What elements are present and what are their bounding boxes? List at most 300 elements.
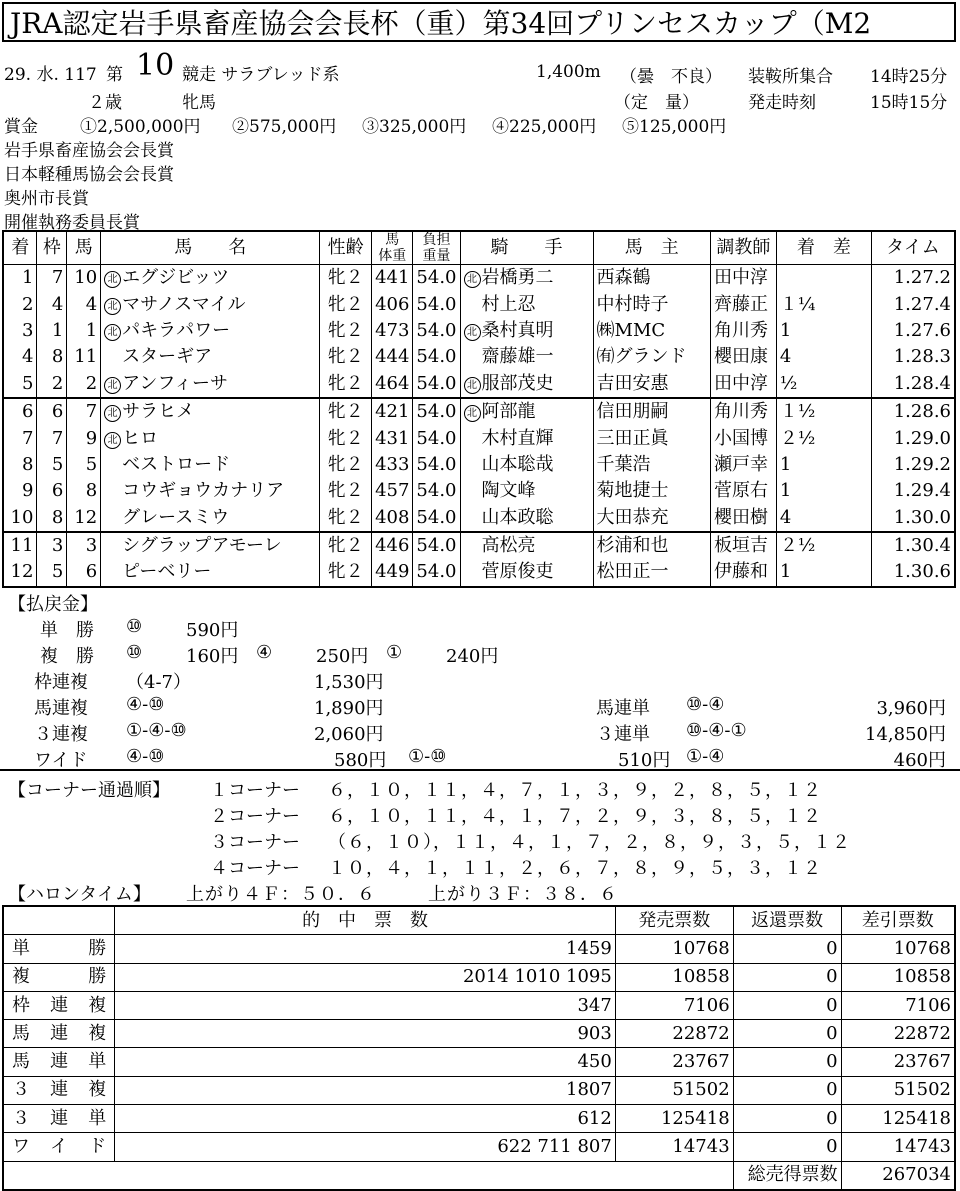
fukusho-label: 複 勝 [40, 646, 94, 667]
frame-cell: 1 [37, 318, 67, 344]
sold-cell: 51502 [615, 1076, 733, 1104]
sold-cell: 7106 [615, 991, 733, 1019]
owner-cell: 大田恭充 [593, 505, 710, 532]
trainer-cell: 田中淳 [710, 265, 776, 292]
race-age: ２歳 [88, 93, 122, 113]
wide-combo-2: ①-⑩ [408, 746, 447, 767]
jockey-cell [460, 398, 593, 425]
margin-cell: １¼ [776, 291, 871, 317]
sexage-cell: 牝２ [320, 291, 372, 317]
num-cell: 11 [67, 344, 101, 370]
sanrenpuku-label: ３連複 [34, 724, 88, 745]
umatan-amount: 3,960円 [876, 698, 946, 719]
hits-cell: 1459 [115, 935, 616, 963]
jockey-cell [460, 318, 593, 344]
burden-cell: 54.0 [413, 478, 460, 504]
hokkaido-mark-icon: 北 [464, 377, 481, 394]
prize-label: 賞金 [4, 117, 38, 137]
jockey-name: 桑村真明 [481, 319, 554, 341]
race-class: 競走 サラブレッド系 [182, 65, 340, 85]
time-cell: 1.30.4 [871, 532, 955, 559]
table-row [3, 1105, 955, 1133]
hokkaido-mark-icon: 北 [104, 324, 121, 341]
prize-5: ⑤125,000円 [622, 117, 727, 137]
frame-cell: 2 [37, 371, 67, 398]
corner-1-order: ６，１０，１１，４，７，１，３，９，２，８，５，１２ [328, 780, 822, 801]
hits-cell: 450 [115, 1048, 616, 1076]
net-cell: 10858 [841, 963, 955, 991]
owner-cell: 吉田安惠 [593, 371, 710, 398]
tansho-label: 単 勝 [40, 620, 94, 641]
owner-cell: 三田正眞 [593, 425, 710, 451]
rank-cell: 10 [3, 505, 37, 532]
name-cell [101, 452, 320, 478]
rank-cell: 4 [3, 344, 37, 370]
frame-cell: 7 [37, 265, 67, 292]
start-time: 15時15分 [870, 93, 948, 113]
jockey-name: 山本政聡 [481, 506, 554, 528]
horse-name: スターギア [122, 346, 213, 368]
wide-amount-2: 510円 [618, 750, 671, 771]
page-title: JRA認定岩手県畜産協会会長杯（重）第34回プリンセスカップ（M2 [2, 2, 956, 42]
jockey-cell [460, 291, 593, 317]
sexage-cell: 牝２ [320, 398, 372, 425]
rank-cell: 8 [3, 452, 37, 478]
total-value: 267034 [841, 1161, 955, 1190]
margin-cell: 1 [776, 452, 871, 478]
jockey-name: 木村直輝 [481, 427, 554, 449]
table-row [3, 1076, 955, 1104]
table-row [3, 452, 955, 478]
margin-cell: 4 [776, 505, 871, 532]
trainer-cell: 小国博 [710, 425, 776, 451]
rank-cell: 7 [3, 425, 37, 451]
time-cell: 1.29.0 [871, 425, 955, 451]
jockey-cell [460, 425, 593, 451]
num-cell: 2 [67, 371, 101, 398]
horse-name: マサノスマイル [122, 293, 246, 315]
weight-cell: 449 [372, 559, 413, 586]
sexage-cell: 牝２ [320, 559, 372, 586]
name-cell [101, 265, 320, 292]
header-weight: 馬 体重 [372, 231, 413, 265]
weight-cell: 473 [372, 318, 413, 344]
horse-name: ヒロ [122, 427, 159, 449]
bet-type-cell: ワイド [3, 1133, 115, 1161]
hits-cell: 2014 1010 1095 [115, 963, 616, 991]
burden-cell: 54.0 [413, 559, 460, 586]
name-cell [101, 398, 320, 425]
header-num: 馬 [67, 231, 101, 265]
hokkaido-mark-icon: 北 [464, 271, 481, 288]
jockey-name: 高松亮 [481, 535, 536, 557]
bet-type-cell: 馬連単 [3, 1048, 115, 1076]
sexage-cell: 牝２ [320, 478, 372, 504]
table-row [3, 291, 955, 317]
wakuren-label: 枠連複 [34, 672, 88, 693]
hits-cell: 622 711 807 [115, 1133, 616, 1161]
header-rank: 着 [3, 231, 37, 265]
time-cell: 1.28.3 [871, 344, 955, 370]
table-row [3, 318, 955, 344]
award-1: 岩手県畜産協会会長賞 [4, 141, 174, 161]
sanrentan-combo: ⑩-④-① [686, 720, 747, 741]
burden-cell: 54.0 [413, 371, 460, 398]
wakuren-combo: （4-7） [126, 672, 191, 693]
rank-cell: 12 [3, 559, 37, 586]
race-date: 29. 水. 117 [4, 65, 97, 85]
header-margin: 着 差 [776, 231, 871, 265]
num-cell: 6 [67, 559, 101, 586]
wakuren-amount: 1,530円 [314, 672, 384, 693]
tansho-amount: 590円 [186, 620, 239, 641]
table-row [3, 1048, 955, 1076]
num-cell: 8 [67, 478, 101, 504]
sexage-cell: 牝２ [320, 452, 372, 478]
net-cell: 14743 [841, 1133, 955, 1161]
owner-cell: 西森鶴 [593, 265, 710, 292]
votes-table [2, 905, 956, 1191]
name-cell [101, 559, 320, 586]
margin-cell: ２½ [776, 532, 871, 559]
owner-cell: 中村時子 [593, 291, 710, 317]
horse-name: コウギョウカナリア [122, 480, 285, 502]
table-row [3, 478, 955, 504]
name-cell [101, 425, 320, 451]
horse-name: サラヒメ [122, 401, 195, 423]
bet-type-cell: 枠連複 [3, 991, 115, 1019]
award-2: 日本軽種馬協会会長賞 [4, 165, 174, 185]
hokkaido-mark-icon: 北 [104, 377, 121, 394]
margin-cell [776, 265, 871, 292]
fukusho-combo-2: ④ [256, 642, 273, 663]
jockey-cell [460, 478, 593, 504]
jockey-cell [460, 371, 593, 398]
refund-cell: 0 [733, 1105, 841, 1133]
weight-cell: 433 [372, 452, 413, 478]
header-time: タイム [871, 231, 955, 265]
sexage-cell: 牝２ [320, 318, 372, 344]
bet-type-cell: 複勝 [3, 963, 115, 991]
jockey-cell [460, 452, 593, 478]
margin-cell: ½ [776, 371, 871, 398]
frame-cell: 5 [37, 452, 67, 478]
trainer-cell: 菅原右 [710, 478, 776, 504]
refund-cell: 0 [733, 1076, 841, 1104]
net-cell: 7106 [841, 991, 955, 1019]
rank-cell: 6 [3, 398, 37, 425]
header-name: 馬 名 [101, 231, 320, 265]
weight-cell: 457 [372, 478, 413, 504]
table-row [3, 344, 955, 370]
trainer-cell: 齊藤正 [710, 291, 776, 317]
wide-combo-3: ①-④ [686, 746, 725, 767]
prize-3: ③325,000円 [362, 117, 467, 137]
sanrenpuku-combo: ①-④-⑩ [126, 720, 187, 741]
sold-cell: 22872 [615, 1020, 733, 1048]
net-cell: 23767 [841, 1048, 955, 1076]
name-cell [101, 291, 320, 317]
margin-cell: 1 [776, 478, 871, 504]
horse-name: エグジビッツ [122, 267, 230, 289]
trainer-cell: 板垣吉 [710, 532, 776, 559]
prize-4: ④225,000円 [492, 117, 597, 137]
name-cell [101, 318, 320, 344]
burden-cell: 54.0 [413, 425, 460, 451]
name-cell [101, 505, 320, 532]
sold-cell: 10768 [615, 935, 733, 963]
hokkaido-mark-icon: 北 [104, 298, 121, 315]
assembly-label: 装鞍所集合 [748, 67, 833, 87]
sexage-cell: 牝２ [320, 505, 372, 532]
umatan-label: 馬連単 [596, 698, 650, 719]
num-cell: 10 [67, 265, 101, 292]
refund-cell: 0 [733, 935, 841, 963]
hokkaido-mark-icon: 北 [464, 405, 481, 422]
horse-name: アンフィーサ [122, 372, 228, 394]
umaren-label: 馬連複 [34, 698, 88, 719]
time-cell: 1.29.2 [871, 452, 955, 478]
bet-type-cell: 単勝 [3, 935, 115, 963]
sold-cell: 10858 [615, 963, 733, 991]
hokkaido-mark-icon: 北 [464, 324, 481, 341]
table-row [3, 559, 955, 586]
rank-cell: 11 [3, 532, 37, 559]
sold-cell: 23767 [615, 1048, 733, 1076]
margin-cell: １½ [776, 398, 871, 425]
prize-2: ②575,000円 [232, 117, 337, 137]
hokkaido-mark-icon: 北 [104, 432, 121, 449]
weight-cell: 464 [372, 371, 413, 398]
weight-rule: （定 量） [614, 93, 699, 113]
jockey-name: 服部茂史 [481, 372, 554, 394]
horse-name: ピーベリー [122, 561, 212, 583]
burden-cell: 54.0 [413, 452, 460, 478]
trainer-cell: 伊藤和 [710, 559, 776, 586]
corner-3-label: ３コーナー [210, 832, 300, 853]
start-label: 発走時刻 [748, 93, 816, 113]
header-sexage: 性齢 [320, 231, 372, 265]
table-row [3, 398, 955, 425]
owner-cell: ㈲グランド [593, 344, 710, 370]
net-cell: 51502 [841, 1076, 955, 1104]
jockey-cell [460, 344, 593, 370]
umaren-amount: 1,890円 [314, 698, 384, 719]
corner-4-order: １０，４，１，１１，２，６，７，８，９，５，３，１２ [328, 858, 822, 879]
horse-name: シグラップアモーレ [122, 535, 282, 557]
trainer-cell: 櫻田樹 [710, 505, 776, 532]
num-cell: 1 [67, 318, 101, 344]
hits-cell: 1807 [115, 1076, 616, 1104]
num-cell: 3 [67, 532, 101, 559]
table-row [3, 1133, 955, 1161]
jockey-cell [460, 505, 593, 532]
race-prefix: 第 [106, 65, 123, 85]
rank-cell: 2 [3, 291, 37, 317]
race-distance: 1,400m [536, 62, 601, 82]
corner-1-label: １コーナー [210, 780, 300, 801]
weight-cell: 406 [372, 291, 413, 317]
burden-cell: 54.0 [413, 505, 460, 532]
fukusho-amount-1: 160円 [186, 646, 239, 667]
jockey-cell [460, 265, 593, 292]
hokkaido-mark-icon: 北 [104, 271, 121, 288]
corner-3-order: （６，１０），１１，４，１，７，２，８，９，３，５，１２ [328, 832, 851, 853]
frame-cell: 6 [37, 398, 67, 425]
fukusho-combo-3: ① [386, 642, 403, 663]
header-burden: 負担 重量 [413, 231, 460, 265]
horse-name: グレースミウ [122, 506, 230, 528]
owner-cell: 信田朋嗣 [593, 398, 710, 425]
frame-cell: 4 [37, 291, 67, 317]
wide-combo-1: ④-⑩ [126, 746, 165, 767]
trainer-cell: 角川秀 [710, 398, 776, 425]
jockey-name: 陶文峰 [481, 480, 536, 502]
time-cell: 1.27.6 [871, 318, 955, 344]
table-row [3, 963, 955, 991]
sanrentan-label: ３連単 [596, 724, 650, 745]
num-cell: 9 [67, 425, 101, 451]
num-cell: 4 [67, 291, 101, 317]
votes-header-row [3, 906, 955, 935]
weight-cell: 408 [372, 505, 413, 532]
margin-cell: 1 [776, 318, 871, 344]
umatan-combo: ⑩-④ [686, 694, 725, 715]
trainer-cell: 櫻田康 [710, 344, 776, 370]
trainer-cell: 田中淳 [710, 371, 776, 398]
sanrenpuku-amount: 2,060円 [314, 724, 384, 745]
jockey-name: 齋藤雄一 [481, 346, 554, 368]
owner-cell: 千葉浩 [593, 452, 710, 478]
frame-cell: 8 [37, 505, 67, 532]
sold-cell: 125418 [615, 1105, 733, 1133]
wide-label: ワイド [34, 750, 88, 771]
burden-cell: 54.0 [413, 344, 460, 370]
jockey-name: 菅原俊吏 [481, 561, 554, 583]
burden-cell: 54.0 [413, 291, 460, 317]
hits-cell: 903 [115, 1020, 616, 1048]
margin-cell: 1 [776, 559, 871, 586]
refund-cell: 0 [733, 1020, 841, 1048]
frame-cell: 6 [37, 478, 67, 504]
trainer-cell: 瀬戸幸 [710, 452, 776, 478]
results-table [2, 230, 956, 588]
refund-cell: 0 [733, 1048, 841, 1076]
furlong-header: 【ハロンタイム】 [8, 884, 151, 905]
header-owner: 馬 主 [593, 231, 710, 265]
bet-type-cell: ３連単 [3, 1105, 115, 1133]
frame-cell: 3 [37, 532, 67, 559]
furlong-last4: 上がり４Ｆ：５０．６ [186, 884, 376, 905]
tansho-combo: ⑩ [126, 616, 143, 637]
name-cell [101, 478, 320, 504]
owner-cell: 杉浦和也 [593, 532, 710, 559]
rank-cell: 1 [3, 265, 37, 292]
race-weather: （曇 不良） [620, 67, 722, 87]
burden-cell: 54.0 [413, 532, 460, 559]
table-row [3, 265, 955, 292]
net-cell: 10768 [841, 935, 955, 963]
sexage-cell: 牝２ [320, 344, 372, 370]
time-cell: 1.30.6 [871, 559, 955, 586]
weight-cell: 431 [372, 425, 413, 451]
results-header-row [3, 231, 955, 265]
name-cell [101, 532, 320, 559]
rank-cell: 5 [3, 371, 37, 398]
owner-cell: ㈱MMC [593, 318, 710, 344]
trainer-cell: 角川秀 [710, 318, 776, 344]
umaren-combo: ④-⑩ [126, 694, 165, 715]
burden-cell: 54.0 [413, 398, 460, 425]
time-cell: 1.28.4 [871, 371, 955, 398]
header-jockey: 騎 手 [460, 231, 593, 265]
frame-cell: 7 [37, 425, 67, 451]
table-row [3, 532, 955, 559]
sold-cell: 14743 [615, 1133, 733, 1161]
frame-cell: 8 [37, 344, 67, 370]
table-row [3, 371, 955, 398]
votes-header-hits: 的 中 票 数 [115, 906, 616, 935]
time-cell: 1.27.4 [871, 291, 955, 317]
net-cell: 125418 [841, 1105, 955, 1133]
votes-total-row [3, 1161, 955, 1190]
hits-cell: 347 [115, 991, 616, 1019]
wide-amount-1: 580円 [334, 750, 387, 771]
award-3: 奥州市長賞 [4, 189, 89, 209]
sexage-cell: 牝２ [320, 425, 372, 451]
sanrentan-amount: 14,850円 [865, 724, 946, 745]
corner-header: 【コーナー通過順】 [8, 780, 170, 801]
table-row [3, 935, 955, 963]
divider [0, 769, 960, 771]
hits-cell: 612 [115, 1105, 616, 1133]
corner-2-order: ６，１０，１１，４，１，７，２，９，３，８，５，１２ [328, 806, 822, 827]
race-number: 10 [136, 48, 175, 83]
horse-name: ベストロード [122, 453, 231, 475]
num-cell: 5 [67, 452, 101, 478]
net-cell: 22872 [841, 1020, 955, 1048]
assembly-time: 14時25分 [870, 67, 948, 87]
time-cell: 1.28.6 [871, 398, 955, 425]
fukusho-amount-3: 240円 [446, 646, 499, 667]
weight-cell: 421 [372, 398, 413, 425]
horse-name: パキラパワー [122, 319, 231, 341]
header-trainer: 調教師 [710, 231, 776, 265]
jockey-name: 岩橋勇二 [481, 267, 554, 289]
sexage-cell: 牝２ [320, 371, 372, 398]
refund-cell: 0 [733, 963, 841, 991]
table-row [3, 505, 955, 532]
refund-cell: 0 [733, 991, 841, 1019]
time-cell: 1.30.0 [871, 505, 955, 532]
weight-cell: 446 [372, 532, 413, 559]
jockey-name: 村上忍 [481, 293, 536, 315]
corner-4-label: ４コーナー [210, 858, 300, 879]
name-cell [101, 344, 320, 370]
time-cell: 1.29.4 [871, 478, 955, 504]
payout-header: 【払戻金】 [8, 594, 98, 615]
burden-cell: 54.0 [413, 318, 460, 344]
jockey-name: 阿部龍 [481, 401, 536, 423]
jockey-cell [460, 559, 593, 586]
race-sex: 牝馬 [182, 93, 216, 113]
rank-cell: 9 [3, 478, 37, 504]
weight-cell: 444 [372, 344, 413, 370]
num-cell: 12 [67, 505, 101, 532]
owner-cell: 菊地捷士 [593, 478, 710, 504]
num-cell: 7 [67, 398, 101, 425]
total-label: 総売得票数 [733, 1161, 841, 1190]
